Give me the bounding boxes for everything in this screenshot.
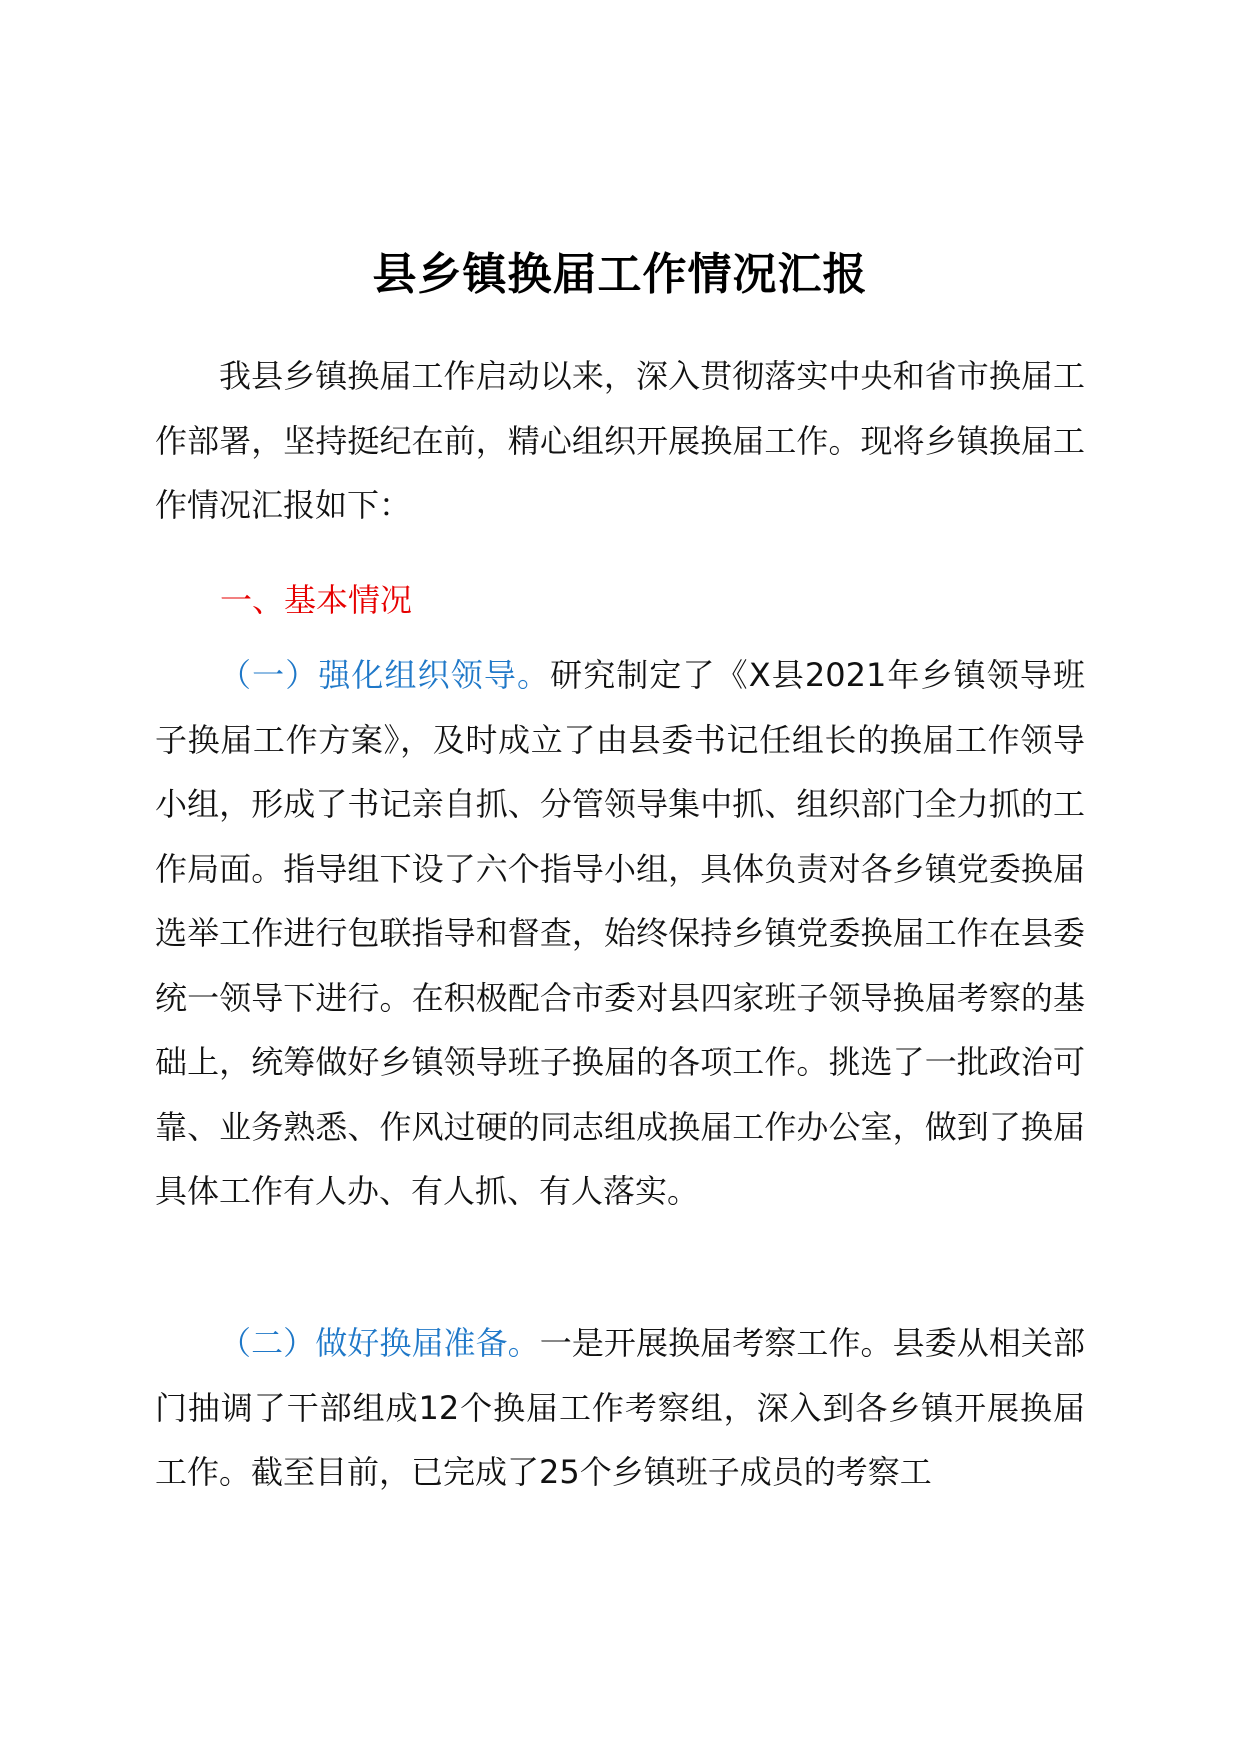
section-heading-basic-situation: 一、基本情况 <box>220 581 413 619</box>
paragraph-body-strengthen-leadership: 研究制定了《X县2021年乡镇领导班子换届工作方案》，及时成立了由县委书记任组长的换届工作领导小组，形成了书记亲自抓、分管领导集中抓、组织部门全力抓的工作局面。指导组下设了六个指导小组，具体负责对各乡镇党委换届选举工作进行包联指导和督查，始终保持乡镇党委换届工作在县委统一领导下进行。在积极配合市委对县四家班子领导换届考察的基础上，统筹做好乡镇领导班子换届的各项工作。挑选了一批政治可靠、业务熟悉、作风过硬的同志组成换届工作办公室，做到了换届具体工作有人办、有人抓、有人落实。 <box>155 656 1085 1210</box>
subheading-preparation: （二）做好换届准备。 <box>219 1324 540 1362</box>
document-title: 县乡镇换届工作情况汇报 <box>372 249 868 300</box>
intro-paragraph: 我县乡镇换届工作启动以来，深入贯彻落实中央和省市换届工作部署，坚持挺纪在前，精心组织开展换届工作。现将乡镇换届工作情况汇报如下： <box>155 357 1085 524</box>
subheading-strengthen-leadership: （一）强化组织领导。 <box>219 656 551 694</box>
paragraph-body-preparation: 一是开展换届考察工作。县委从相关部门抽调了干部组成12个换届工作考察组，深入到各乡镇开展换届工作。截至目前，已完成了25个乡镇班子成员的考察工 <box>155 1324 1085 1491</box>
paragraph-preparation <box>155 1311 1085 1505</box>
paragraph-strengthen-leadership <box>155 643 1085 1224</box>
